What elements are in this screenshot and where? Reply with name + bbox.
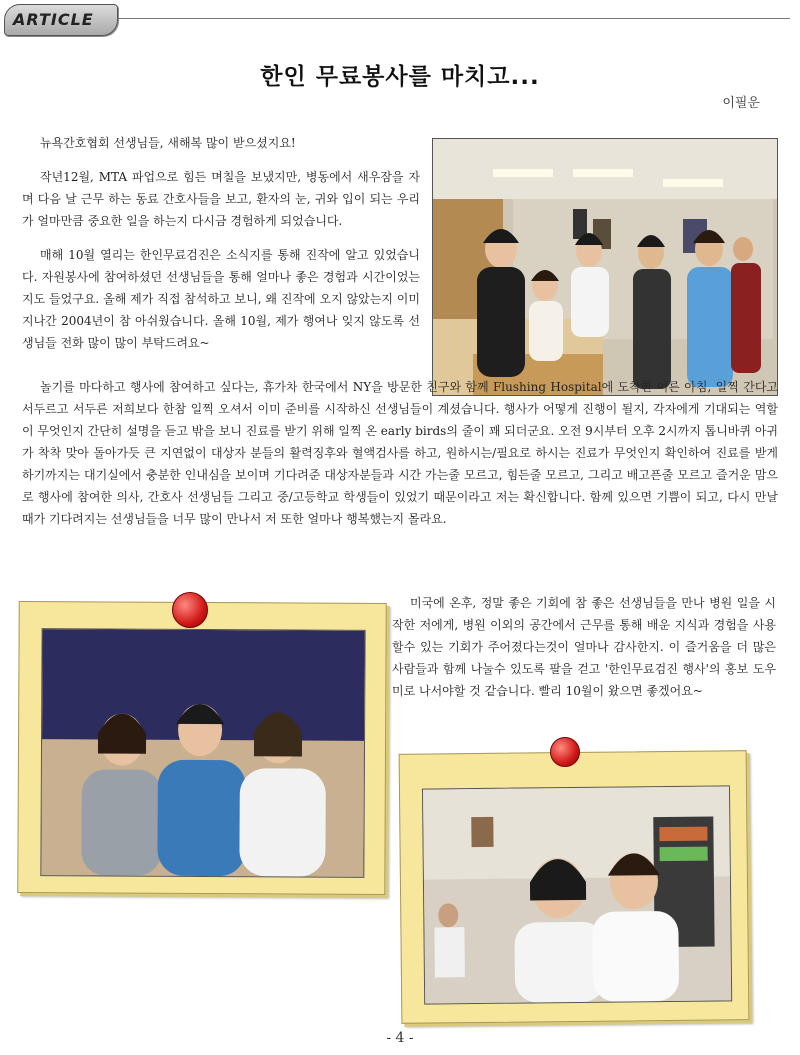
paragraph-event bbox=[22, 376, 778, 530]
page-number: - 4 - bbox=[386, 1030, 414, 1046]
paragraph-closing-text: 미국에 온후, 정말 좋은 기회에 참 좋은 선생님들을 만나 병원 일을 시작한 저에게, 병원 이외의 공간에서 근무를 통해 배운 지식과 경험을 사용할수 있는 기회가 주어졌다는것이 얼마나 감사한지. 이 즐거움을 더 많은 사람들과 함께 나눌수 있도록 팔을 걷고 '한인무료검진 행사'의 홍보 도우미로 나서야할 것 같습니다. 빨리 10월이 왔으면 좋겠어요~ bbox=[392, 596, 776, 698]
intro-text bbox=[22, 132, 420, 354]
photo-nurses-group bbox=[432, 138, 778, 396]
article-title: 한인 무료봉사를 마치고... bbox=[260, 64, 540, 90]
section-tab bbox=[4, 4, 118, 36]
article-author: 이필운 bbox=[722, 96, 760, 111]
paragraph-greeting: 뉴욕간호협회 선생님들, 새해복 많이 받으셨지요! bbox=[40, 136, 296, 150]
paragraph-event-text: 놀기를 마다하고 행사에 참여하고 싶다는, 휴가차 한국에서 NY을 방문한 친구와 함께 Flushing Hospital에 도착한 이른 아침, 일찍 간다고 서두르고 서두른 저희보다 한참 일찍 오셔서 이미 준비를 시작하신 선생님들이 계셨습니다. 행사가 어떻게 진행이 될지, 각자에게 기대되는 역할이 무엇인지 간단히 설명을 듣고 밖을 보니 진료를 받기 위해 일찍 온 early birds의 줄이 꽤 되더군요. 오전 9시부터 오후 2시까지 톱니바퀴 아귀가 착착 맞아 돌아가듯 큰 지연없이 대상자 분들의 활력징후와 혈액검사를 하고, 원하시는/필요로 하시는 진료가 무엇인지 확인하여 진료를 받게 하기까지는 대기실에서 충분한 인내심을 보이며 기다려준 대상자분들과 시간 가는줄 모르고, 힘든줄 모르고, 그리고 배고픈줄 모르고 즐거운 맘으로 행사에 참여한 의사, 간호사 선생님들 그리고 중/고등학교 학생들이 있었기 때문이라고 저는 확신합니다. 함께 있으면 기쁨이 되고, 다시 만날 때가 기다려지는 선생님들을 너무 많이 만나서 저 또한 얼마나 행복했는지 몰라요. bbox=[22, 380, 778, 526]
header-rule bbox=[118, 18, 790, 19]
section-tab-label: ARTICLE bbox=[13, 10, 94, 29]
photo-three-nurses bbox=[40, 628, 365, 878]
paragraph-annual: 매해 10월 열리는 한인무료검진은 소식지를 통해 진작에 알고 있었습니다. 자원봉사에 참여하셨던 선생님들을 통해 얼마나 좋은 경험과 시간이었는지도 들었구요. 올해 제가 직접 참석하고 보니, 왜 진작에 오지 않았는지 이미 지나간 2004년이 참 아쉬웠습니다. 올해 10월, 제가 행여나 잊지 않도록 선생님들 전화 많이 많이 부탁드려요~ bbox=[22, 248, 420, 350]
pushpin-right bbox=[550, 737, 580, 767]
pushpin-left bbox=[172, 592, 208, 628]
paragraph-mta: 작년12월, MTA 파업으로 힘든 며칠을 보냈지만, 병동에서 새우잠을 자며 다음 날 근무 하는 동료 간호사들을 보고, 환자의 눈, 귀와 입이 되는 우리가 얼마만큼 중요한 일을 하는지 다시금 경험하게 되었습니다. bbox=[22, 170, 420, 228]
paragraph-closing bbox=[392, 592, 776, 702]
sticky-note-left bbox=[17, 601, 387, 895]
sticky-note-right bbox=[399, 750, 750, 1024]
photo-two-nurses bbox=[422, 785, 732, 1004]
